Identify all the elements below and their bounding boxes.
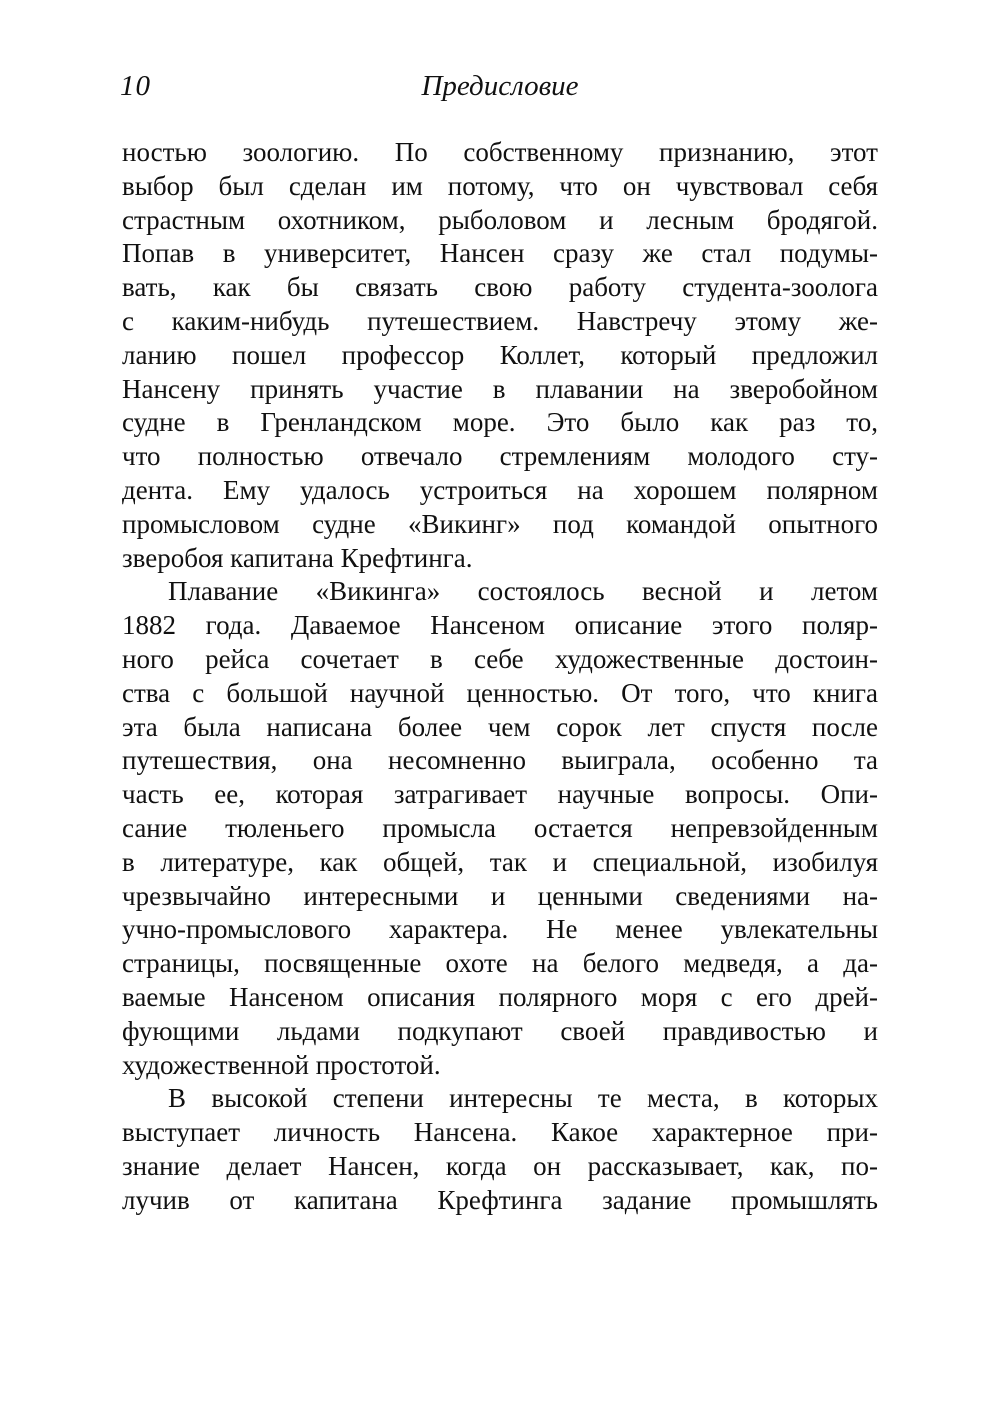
text-line: путешествия, она несомненно выиграла, особенно та [122,745,878,776]
text-line: судне в Гренландском море. Это было как раз то, [122,407,878,438]
text-line: художественной простотой. [122,1049,441,1080]
text-line: выбор был сделан им потому, что он чувствовал себя [122,170,878,201]
text-line: Плавание «Викинга» состоялось весной и летом [168,576,878,607]
text-line: с каким-нибудь путешествием. Навстречу этому же- [122,305,878,336]
running-head: Предисловие [421,70,579,102]
text-line: лучив от капитана Крефтинга задание промышлять [122,1184,878,1215]
text-line: страстным охотником, рыболовом и лесным бродягой. [122,204,878,235]
text-line: зверобоя капитана Крефтинга. [122,542,473,573]
text-line: ного рейса сочетает в себе художественные достоин- [122,643,878,674]
text-line: ностью зоологию. По собственному признанию, этот [122,137,878,167]
text-line: сание тюленьего промысла остается непревзойденным [122,812,878,843]
text-line: чрезвычайно интересными и ценными сведениями на- [122,880,878,911]
text-line: дента. Ему удалось устроиться на хорошем полярном [122,474,878,505]
body-text [122,136,878,1218]
text-line: вать, как бы связать свою работу студента-зоолога [122,272,878,303]
text-line: выступает личность Нансена. Какое характерное при- [122,1117,878,1148]
text-line: ства с большой научной ценностью. От того, что книга [122,677,878,708]
text-line: учно-промыслового характера. Не менее увлекательны [122,914,878,945]
text-line: знание делает Нансен, когда он рассказывает, как, по- [122,1150,878,1181]
text-line: В высокой степени интересны те места, в которых [168,1083,878,1114]
text-line: фующими льдами подкупают своей правдивостью и [122,1015,878,1046]
text-line: в литературе, как общей, так и специальной, изобилуя [122,846,878,877]
text-line: эта была написана более чем сорок лет спустя после [122,711,878,742]
text-line: ланию пошел профессор Коллет, который предложил [122,339,878,370]
text-line: часть ее, которая затрагивает научные вопросы. Опи- [122,779,878,810]
page-header [120,70,880,120]
text-line: страницы, посвященные охоте на белого медведя, а да- [122,948,878,979]
text-line: Попав в университет, Нансен сразу же стал подумы- [122,238,878,269]
page-number: 10 [120,70,151,102]
text-line: ваемые Нансеном описания полярного моря с его дрей- [122,981,878,1012]
text-line: промысловом судне «Викинг» под командой опытного [122,508,878,539]
text-line: Нансену принять участие в плавании на зверобойном [122,373,878,404]
text-line: 1882 года. Даваемое Нансеном описание этого поляр- [122,610,878,641]
text-line: что полностью отвечало стремлениям молодого сту- [122,441,878,472]
